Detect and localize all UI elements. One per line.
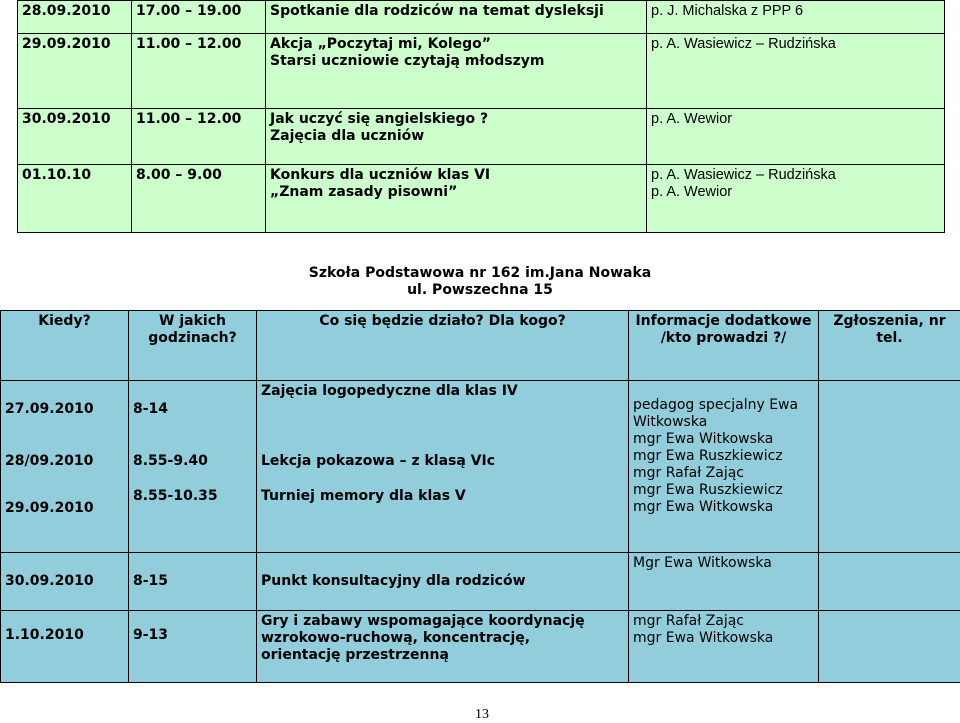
event-date: 01.10.10: [18, 165, 132, 233]
event-person: p. J. Michalska z PPP 6: [647, 1, 945, 34]
table-row: [1, 611, 960, 683]
table-row: [18, 165, 945, 233]
event-time: 9-13: [129, 611, 257, 683]
event-topic: Konkurs dla uczniów klas VI „Znam zasady pisowni”: [266, 165, 647, 233]
table-row: [18, 109, 945, 165]
event-time: 11.00 – 12.00: [132, 109, 266, 165]
event-dates: 27.09.2010 28/09.2010 29.09.2010: [1, 381, 129, 553]
school-name: Szkoła Podstawowa nr 162 im.Jana Nowaka: [308, 265, 652, 281]
event-date: 29.09.2010: [18, 34, 132, 109]
column-header-when: Kiedy?: [1, 311, 129, 381]
table-row: [18, 1, 945, 34]
event-date: 28.09.2010: [18, 1, 132, 34]
column-header-what: Co się będzie działo? Dla kogo?: [257, 311, 629, 381]
event-description: Gry i zabawy wspomagające koordynację wzrokowo-ruchową, koncentrację, orientację przestrzenną: [257, 611, 629, 683]
event-topic: Spotkanie dla rodziców na temat dysleksji: [266, 1, 647, 34]
column-header-hours: W jakich godzinach?: [129, 311, 257, 381]
table-header-row: [1, 311, 960, 381]
event-person: p. A. Wasiewicz – Rudzińska: [647, 34, 945, 109]
event-time: 17.00 – 19.00: [132, 1, 266, 34]
event-topic: Jak uczyć się angielskiego ? Zajęcia dla uczniów: [266, 109, 647, 165]
school-address: ul. Powszechna 15: [407, 282, 553, 298]
event-time: 8.00 – 9.00: [132, 165, 266, 233]
table-row: [18, 34, 945, 109]
event-descriptions: Zajęcia logopedyczne dla klas IV Lekcja pokazowa – z klasą VIc Turniej memory dla klas V: [257, 381, 629, 553]
event-times: 8-14 8.55-9.40 8.55-10.35: [129, 381, 257, 553]
school-header: [230, 265, 730, 299]
contact-cell: [819, 611, 960, 683]
event-info: Mgr Ewa Witkowska: [629, 553, 819, 611]
event-date: 1.10.2010: [1, 611, 129, 683]
table-row: [1, 553, 960, 611]
table-row: [1, 381, 960, 553]
events-table-upper: [17, 0, 945, 233]
event-date: 30.09.2010: [18, 109, 132, 165]
event-date: 30.09.2010: [1, 553, 129, 611]
contact-cell: [819, 381, 960, 553]
page-number: 13: [475, 707, 489, 722]
event-info: pedagog specjalny Ewa Witkowska mgr Ewa Witkowska mgr Ewa Ruszkiewicz mgr Rafał Zając mgr Ewa Ruszkiewicz mgr Ewa Witkowska: [629, 381, 819, 553]
event-time: 8-15: [129, 553, 257, 611]
event-description: Punkt konsultacyjny dla rodziców: [257, 553, 629, 611]
event-person: p. A. Wewior: [647, 109, 945, 165]
event-info: mgr Rafał Zając mgr Ewa Witkowska: [629, 611, 819, 683]
column-header-contact: Zgłoszenia, nr tel.: [819, 311, 960, 381]
event-time: 11.00 – 12.00: [132, 34, 266, 109]
events-table-lower: [0, 310, 960, 683]
event-topic: Akcja „Poczytaj mi, Kolego” Starsi uczniowie czytają młodszym: [266, 34, 647, 109]
column-header-info: Informacje dodatkowe /kto prowadzi ?/: [629, 311, 819, 381]
event-person: p. A. Wasiewicz – Rudzińska p. A. Wewior: [647, 165, 945, 233]
contact-cell: [819, 553, 960, 611]
